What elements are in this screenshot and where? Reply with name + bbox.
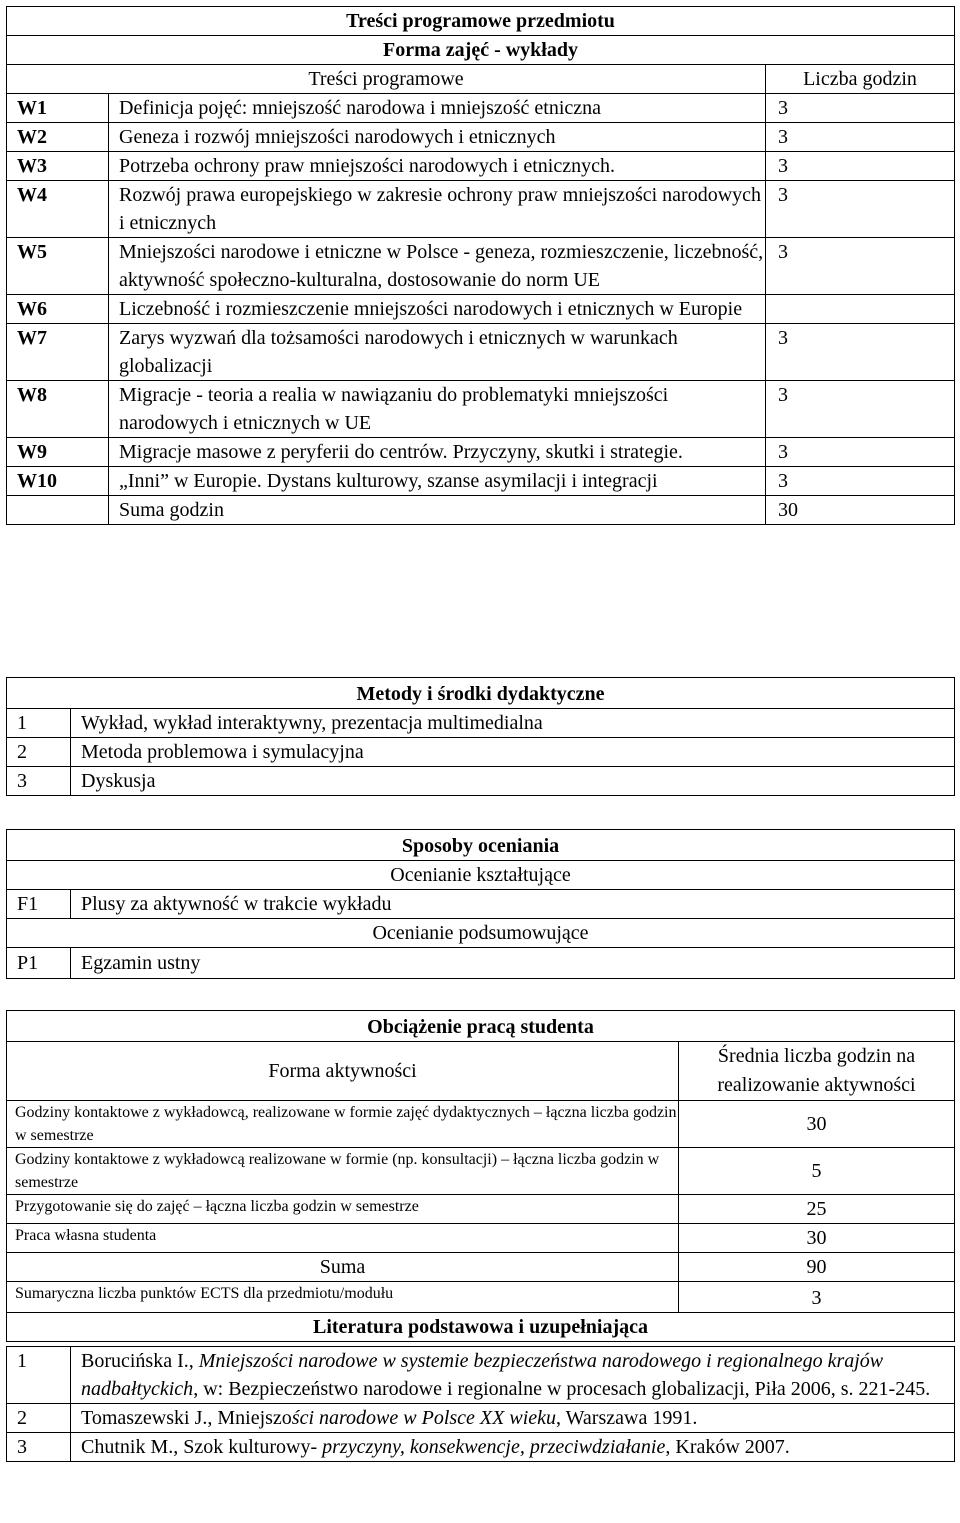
literature-title: ści narodowe w Polsce XX wieku: [291, 1407, 557, 1429]
methods-table: [6, 677, 955, 796]
row-hours: 3: [766, 181, 955, 238]
literature-author: Borucińska I.,: [81, 1350, 199, 1372]
formative-text: Plusy za aktywność w trakcie wykładu: [71, 890, 955, 919]
assessment-title: Sposoby oceniania: [7, 830, 955, 861]
program-row: [7, 152, 955, 181]
method-row: [7, 738, 955, 767]
workload-row: [7, 1195, 955, 1224]
workload-label: Praca własna studenta: [7, 1224, 679, 1253]
program-row: [7, 295, 955, 324]
literature-rest: , w: Bezpieczeństwo narodowe i regionalne w procesach globalizacji, Piła 2006, s. 221-245.: [193, 1378, 931, 1400]
row-code: W6: [7, 295, 109, 324]
col-form-header: Forma aktywności: [7, 1042, 679, 1101]
program-row: [7, 381, 955, 438]
row-code: W2: [7, 123, 109, 152]
methods-title: Metody i środki dydaktyczne: [7, 678, 955, 709]
workload-sum-label: Suma: [7, 1253, 679, 1282]
program-row: [7, 238, 955, 295]
workload-title: Obciążenie pracą studenta: [7, 1011, 955, 1042]
workload-row: [7, 1148, 955, 1195]
workload-value: 25: [679, 1195, 955, 1224]
summative-label: Ocenianie podsumowujące: [7, 919, 955, 948]
literature-table: [6, 1346, 955, 1462]
program-row: [7, 467, 955, 496]
ects-label: Sumaryczna liczba punktów ECTS dla przedmiotu/modułu: [7, 1282, 679, 1313]
row-text: Potrzeba ochrony praw mniejszości narodowych i etnicznych.: [109, 152, 766, 181]
row-text: Definicja pojęć: mniejszość narodowa i mniejszość etniczna: [109, 94, 766, 123]
row-text: Mniejszości narodowe i etniczne w Polsce - geneza, rozmieszczenie, liczebność, aktywność społeczno-kulturalna, dostosowanie do norm UE: [109, 238, 766, 295]
formative-label: Ocenianie kształtujące: [7, 861, 955, 890]
workload-sum-value: 90: [679, 1253, 955, 1282]
method-row: [7, 767, 955, 796]
row-text: Migracje - teoria a realia w nawiązaniu do problematyki mniejszości narodowych i etnicznych w UE: [109, 381, 766, 438]
method-number: 3: [7, 767, 71, 796]
method-text: Wykład, wykład interaktywny, prezentacja multimedialna: [71, 709, 955, 738]
row-code: W5: [7, 238, 109, 295]
method-number: 2: [7, 738, 71, 767]
literature-entry: [71, 1433, 955, 1462]
col-content-header: Treści programowe: [7, 65, 766, 94]
workload-label: Godziny kontaktowe z wykładowcą, realizowane w formie zajęć dydaktycznych – łączna liczba godzin w semestrze: [7, 1101, 679, 1148]
literature-entry: [71, 1347, 955, 1404]
literature-author: Chutnik M., Szok kulturowy-: [81, 1436, 323, 1458]
literature-title: przyczyny, konsekwencje, przeciwdziałanie: [322, 1436, 666, 1458]
literature-item: [7, 1404, 955, 1433]
row-hours: 3: [766, 438, 955, 467]
literature-number: 3: [7, 1433, 71, 1462]
row-code: W8: [7, 381, 109, 438]
workload-label: Przygotowanie się do zajęć – łączna liczba godzin w semestrze: [7, 1195, 679, 1224]
row-text: Geneza i rozwój mniejszości narodowych i etnicznych: [109, 123, 766, 152]
row-text: Liczebność i rozmieszczenie mniejszości narodowych i etnicznych w Europie: [109, 295, 766, 324]
row-code: W10: [7, 467, 109, 496]
row-hours: [766, 295, 955, 324]
method-number: 1: [7, 709, 71, 738]
ects-value: 3: [679, 1282, 955, 1313]
row-hours: 3: [766, 123, 955, 152]
literature-number: 2: [7, 1404, 71, 1433]
program-table: [6, 6, 955, 525]
row-text: „Inni” w Europie. Dystans kulturowy, szanse asymilacji i integracji: [109, 467, 766, 496]
sum-value: 30: [766, 496, 955, 525]
row-hours: 3: [766, 238, 955, 295]
workload-value: 30: [679, 1101, 955, 1148]
literature-entry: [71, 1404, 955, 1433]
workload-row: [7, 1101, 955, 1148]
literature-title: Mniejszości narodowe w systemie bezpieczeństwa narodowego i regionalnego krajów nadbałtyckich: [81, 1350, 884, 1400]
program-row: [7, 438, 955, 467]
method-text: Dyskusja: [71, 767, 955, 796]
row-code: W4: [7, 181, 109, 238]
row-code: W9: [7, 438, 109, 467]
literature-item: [7, 1347, 955, 1404]
col-hours-header: Liczba godzin: [766, 65, 955, 94]
literature-rest: , Warszawa 1991.: [556, 1407, 698, 1429]
literature-author: Tomaszewski J., Mniejszo: [81, 1407, 292, 1429]
workload-row: [7, 1224, 955, 1253]
formative-code: F1: [7, 890, 71, 919]
program-row: [7, 94, 955, 123]
workload-table: [6, 1010, 955, 1342]
workload-value: 30: [679, 1224, 955, 1253]
summative-code: P1: [7, 948, 71, 979]
sum-empty-cell: [7, 496, 109, 525]
summative-text: Egzamin ustny: [71, 948, 955, 979]
row-code: W7: [7, 324, 109, 381]
literature-rest: , Kraków 2007.: [665, 1436, 790, 1458]
program-row: [7, 181, 955, 238]
row-hours: 3: [766, 381, 955, 438]
program-row: [7, 123, 955, 152]
literature-item: [7, 1433, 955, 1462]
row-hours: 3: [766, 152, 955, 181]
assessment-table: [6, 829, 955, 979]
workload-value: 5: [679, 1148, 955, 1195]
workload-label: Godziny kontaktowe z wykładowcą realizowane w formie (np. konsultacji) – łączna liczba godzin w semestrze: [7, 1148, 679, 1195]
row-text: Migracje masowe z peryferii do centrów. Przyczyny, skutki i strategie.: [109, 438, 766, 467]
row-hours: 3: [766, 324, 955, 381]
literature-title: Literatura podstawowa i uzupełniająca: [7, 1313, 955, 1342]
row-text: Rozwój prawa europejskiego w zakresie ochrony praw mniejszości narodowych i etnicznych: [109, 181, 766, 238]
program-title: Treści programowe przedmiotu: [7, 7, 955, 36]
row-code: W1: [7, 94, 109, 123]
col-avg-header: Średnia liczba godzin na realizowanie aktywności: [679, 1042, 955, 1101]
literature-number: 1: [7, 1347, 71, 1404]
method-row: [7, 709, 955, 738]
row-hours: 3: [766, 467, 955, 496]
sum-label: Suma godzin: [109, 496, 766, 525]
row-text: Zarys wyzwań dla tożsamości narodowych i etnicznych w warunkach globalizacji: [109, 324, 766, 381]
row-hours: 3: [766, 94, 955, 123]
row-code: W3: [7, 152, 109, 181]
program-form: Forma zajęć - wykłady: [7, 36, 955, 65]
method-text: Metoda problemowa i symulacyjna: [71, 738, 955, 767]
program-row: [7, 324, 955, 381]
